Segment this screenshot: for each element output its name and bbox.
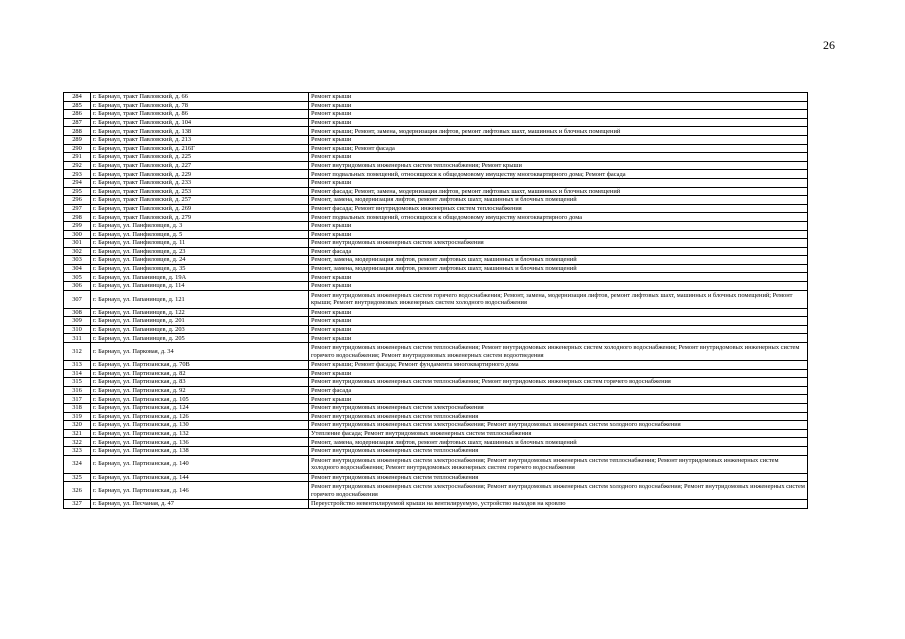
table-row (64, 473, 808, 482)
address-cell: г. Барнаул, тракт Павловский, д. 257 (91, 196, 309, 205)
row-number-cell: 297 (64, 204, 91, 213)
table-row (64, 334, 808, 343)
page-number: 26 (823, 38, 835, 52)
address-cell: г. Барнаул, ул. Песчаная, д. 47 (91, 500, 309, 509)
row-number-cell: 304 (64, 264, 91, 273)
table-row (64, 256, 808, 265)
works-cell: Ремонт крыши (309, 135, 808, 144)
address-cell: г. Барнаул, ул. Папанинцев, д. 121 (91, 290, 309, 308)
row-number-cell: 285 (64, 101, 91, 110)
address-cell: г. Барнаул, ул. Партизанская, д. 138 (91, 446, 309, 455)
address-cell: г. Барнаул, ул. Партизанская, д. 144 (91, 473, 309, 482)
row-number-cell: 286 (64, 110, 91, 119)
row-number-cell: 314 (64, 369, 91, 378)
row-number-cell: 290 (64, 144, 91, 153)
row-number-cell: 291 (64, 153, 91, 162)
works-cell: Ремонт крыши (309, 282, 808, 291)
works-cell: Ремонт внутридомовых инженерных систем электроснабжения; Ремонт внутридомовых инженерных систем холодного водоснабжения; Ремонт внутридомовых инженерных систем горячего водоснабжения (309, 482, 808, 500)
address-cell: г. Барнаул, ул. Папанинцев, д. 201 (91, 317, 309, 326)
row-number-cell: 326 (64, 482, 91, 500)
table-row (64, 187, 808, 196)
row-number-cell: 295 (64, 187, 91, 196)
works-cell: Ремонт, замена, модернизация лифтов, ремонт лифтовых шахт, машинных и блочных помещений (309, 264, 808, 273)
address-cell: г. Барнаул, тракт Павловский, д. 138 (91, 127, 309, 136)
works-cell: Ремонт крыши (309, 153, 808, 162)
table-row (64, 273, 808, 282)
address-cell: г. Барнаул, ул. Панфиловцев, д. 35 (91, 264, 309, 273)
row-number-cell: 284 (64, 93, 91, 102)
works-cell: Ремонт крыши (309, 110, 808, 119)
table-row (64, 221, 808, 230)
table-row (64, 404, 808, 413)
works-cell: Ремонт крыши; Ремонт фасада (309, 144, 808, 153)
row-number-cell: 323 (64, 446, 91, 455)
address-cell: г. Барнаул, ул. Партизанская, д. 132 (91, 429, 309, 438)
row-number-cell: 296 (64, 196, 91, 205)
works-cell: Ремонт крыши (309, 273, 808, 282)
row-number-cell: 312 (64, 343, 91, 361)
address-cell: г. Барнаул, ул. Парковая, д. 34 (91, 343, 309, 361)
table-row (64, 239, 808, 248)
row-number-cell: 303 (64, 256, 91, 265)
row-number-cell: 294 (64, 178, 91, 187)
row-number-cell: 301 (64, 239, 91, 248)
works-cell: Ремонт крыши (309, 178, 808, 187)
address-cell: г. Барнаул, ул. Партизанская, д. 130 (91, 421, 309, 430)
row-number-cell: 316 (64, 386, 91, 395)
table-row (64, 343, 808, 361)
works-cell: Ремонт внутридомовых инженерных систем теплоснабжения; Ремонт внутридомовых инженерных систем холодного водоснабжения; Ремонт внутридомовых инженерных систем горячего водоснабжения; Ремонт внутридомовых инженерных систем водоотведения (309, 343, 808, 361)
address-cell: г. Барнаул, ул. Панфиловцев, д. 3 (91, 221, 309, 230)
address-cell: г. Барнаул, тракт Павловский, д. 253 (91, 187, 309, 196)
table-row (64, 127, 808, 136)
works-cell: Утепление фасада; Ремонт внутридомовых инженерных систем теплоснабжения (309, 429, 808, 438)
works-cell: Ремонт фасада (309, 386, 808, 395)
table-row (64, 500, 808, 509)
address-cell: г. Барнаул, ул. Панфиловцев, д. 11 (91, 239, 309, 248)
works-cell: Ремонт внутридомовых инженерных систем теплоснабжения (309, 446, 808, 455)
row-number-cell: 315 (64, 378, 91, 387)
works-cell: Ремонт крыши (309, 334, 808, 343)
works-cell: Ремонт подвальных помещений, относящихся к общедомовому имуществу многоквартирного дома; Ремонт фасада (309, 170, 808, 179)
table-row (64, 101, 808, 110)
row-number-cell: 310 (64, 325, 91, 334)
table-row (64, 421, 808, 430)
registry-body (64, 93, 808, 509)
table-row (64, 482, 808, 500)
repair-registry-table (63, 92, 808, 509)
address-cell: г. Барнаул, ул. Папанинцев, д. 19А (91, 273, 309, 282)
address-cell: г. Барнаул, тракт Павловский, д. 233 (91, 178, 309, 187)
address-cell: г. Барнаул, тракт Павловский, д. 66 (91, 93, 309, 102)
table-row (64, 196, 808, 205)
works-cell: Ремонт подвальных помещений, относящихся к общедомовому имуществу многоквартирного дома (309, 213, 808, 222)
address-cell: г. Барнаул, ул. Партизанская, д. 126 (91, 412, 309, 421)
works-cell: Ремонт крыши (309, 317, 808, 326)
works-cell: Ремонт, замена, модернизация лифтов, ремонт лифтовых шахт, машинных и блочных помещений (309, 438, 808, 447)
address-cell: г. Барнаул, ул. Партизанская, д. 146 (91, 482, 309, 500)
address-cell: г. Барнаул, ул. Папанинцев, д. 114 (91, 282, 309, 291)
table-row (64, 247, 808, 256)
works-cell: Ремонт внутридомовых инженерных систем электроснабжения (309, 404, 808, 413)
address-cell: г. Барнаул, тракт Павловский, д. 227 (91, 161, 309, 170)
table-row (64, 317, 808, 326)
table-row (64, 264, 808, 273)
works-cell: Ремонт, замена, модернизация лифтов, ремонт лифтовых шахт, машинных и блочных помещений (309, 196, 808, 205)
address-cell: г. Барнаул, тракт Павловский, д. 216Г (91, 144, 309, 153)
row-number-cell: 302 (64, 247, 91, 256)
address-cell: г. Барнаул, ул. Партизанская, д. 70В (91, 361, 309, 370)
table-row (64, 429, 808, 438)
works-cell: Переустройство невентилируемой крыши на вентилируемую, устройство выходов на кровлю (309, 500, 808, 509)
address-cell: г. Барнаул, ул. Партизанская, д. 124 (91, 404, 309, 413)
table-row (64, 213, 808, 222)
table-row (64, 161, 808, 170)
table-row (64, 412, 808, 421)
works-cell: Ремонт внутридомовых инженерных систем теплоснабжения (309, 412, 808, 421)
row-number-cell: 306 (64, 282, 91, 291)
row-number-cell: 318 (64, 404, 91, 413)
row-number-cell: 287 (64, 118, 91, 127)
table-row (64, 395, 808, 404)
table-row (64, 153, 808, 162)
works-cell: Ремонт крыши; Ремонт фасада; Ремонт фундамента многоквартирного дома (309, 361, 808, 370)
works-cell: Ремонт крыши (309, 93, 808, 102)
address-cell: г. Барнаул, ул. Панфиловцев, д. 24 (91, 256, 309, 265)
works-cell: Ремонт внутридомовых инженерных систем теплоснабжения; Ремонт внутридомовых инженерных систем горячего водоснабжения (309, 378, 808, 387)
row-number-cell: 288 (64, 127, 91, 136)
address-cell: г. Барнаул, тракт Павловский, д. 269 (91, 204, 309, 213)
row-number-cell: 305 (64, 273, 91, 282)
row-number-cell: 327 (64, 500, 91, 509)
row-number-cell: 309 (64, 317, 91, 326)
address-cell: г. Барнаул, ул. Партизанская, д. 83 (91, 378, 309, 387)
works-cell: Ремонт крыши (309, 221, 808, 230)
works-cell: Ремонт фасада; Ремонт внутридомовых инженерных систем теплоснабжения (309, 204, 808, 213)
table-row (64, 110, 808, 119)
works-cell: Ремонт крыши (309, 230, 808, 239)
table-row (64, 438, 808, 447)
row-number-cell: 292 (64, 161, 91, 170)
row-number-cell: 308 (64, 308, 91, 317)
row-number-cell: 307 (64, 290, 91, 308)
table-row (64, 230, 808, 239)
works-cell: Ремонт крыши (309, 369, 808, 378)
table-row (64, 178, 808, 187)
address-cell: г. Барнаул, тракт Павловский, д. 229 (91, 170, 309, 179)
row-number-cell: 321 (64, 429, 91, 438)
table-row (64, 118, 808, 127)
works-cell: Ремонт внутридомовых инженерных систем горячего водоснабжения; Ремонт, замена, модернизация лифтов, ремонт лифтовых шахт, машинных и блочных помещений; Ремонт крыши; Ремонт внутридомовых инженерных систем холодного водоснабжения (309, 290, 808, 308)
address-cell: г. Барнаул, ул. Панфиловцев, д. 5 (91, 230, 309, 239)
row-number-cell: 299 (64, 221, 91, 230)
address-cell: г. Барнаул, тракт Павловский, д. 279 (91, 213, 309, 222)
address-cell: г. Барнаул, ул. Партизанская, д. 92 (91, 386, 309, 395)
table-row (64, 455, 808, 473)
address-cell: г. Барнаул, ул. Панфиловцев, д. 23 (91, 247, 309, 256)
address-cell: г. Барнаул, тракт Павловский, д. 213 (91, 135, 309, 144)
table-row (64, 290, 808, 308)
address-cell: г. Барнаул, ул. Партизанская, д. 82 (91, 369, 309, 378)
table-row (64, 308, 808, 317)
works-cell: Ремонт внутридомовых инженерных систем электроснабжения; Ремонт внутридомовых инженерных систем холодного водоснабжения (309, 421, 808, 430)
row-number-cell: 320 (64, 421, 91, 430)
address-cell: г. Барнаул, тракт Павловский, д. 78 (91, 101, 309, 110)
row-number-cell: 313 (64, 361, 91, 370)
works-cell: Ремонт фасада (309, 247, 808, 256)
row-number-cell: 319 (64, 412, 91, 421)
works-cell: Ремонт внутридомовых инженерных систем теплоснабжения (309, 473, 808, 482)
row-number-cell: 293 (64, 170, 91, 179)
table-row (64, 386, 808, 395)
address-cell: г. Барнаул, ул. Партизанская, д. 136 (91, 438, 309, 447)
table-row (64, 170, 808, 179)
works-cell: Ремонт внутридомовых инженерных систем теплоснабжения; Ремонт крыши (309, 161, 808, 170)
row-number-cell: 317 (64, 395, 91, 404)
row-number-cell: 300 (64, 230, 91, 239)
works-cell: Ремонт крыши (309, 395, 808, 404)
table-row (64, 282, 808, 291)
address-cell: г. Барнаул, тракт Павловский, д. 104 (91, 118, 309, 127)
table-row (64, 369, 808, 378)
address-cell: г. Барнаул, ул. Папанинцев, д. 205 (91, 334, 309, 343)
table-row (64, 204, 808, 213)
works-cell: Ремонт крыши (309, 325, 808, 334)
address-cell: г. Барнаул, ул. Партизанская, д. 105 (91, 395, 309, 404)
row-number-cell: 325 (64, 473, 91, 482)
works-cell: Ремонт крыши; Ремонт, замена, модернизация лифтов, ремонт лифтовых шахт, машинных и блочных помещений (309, 127, 808, 136)
works-cell: Ремонт крыши (309, 308, 808, 317)
table-row (64, 135, 808, 144)
row-number-cell: 324 (64, 455, 91, 473)
table-row (64, 446, 808, 455)
table-row (64, 144, 808, 153)
address-cell: г. Барнаул, тракт Павловский, д. 86 (91, 110, 309, 119)
works-cell: Ремонт, замена, модернизация лифтов, ремонт лифтовых шахт, машинных и блочных помещений (309, 256, 808, 265)
works-cell: Ремонт внутридомовых инженерных систем электроснабжения (309, 239, 808, 248)
table-row (64, 325, 808, 334)
row-number-cell: 311 (64, 334, 91, 343)
address-cell: г. Барнаул, ул. Папанинцев, д. 122 (91, 308, 309, 317)
works-cell: Ремонт крыши (309, 101, 808, 110)
row-number-cell: 298 (64, 213, 91, 222)
row-number-cell: 289 (64, 135, 91, 144)
table-row (64, 361, 808, 370)
works-cell: Ремонт внутридомовых инженерных систем электроснабжения; Ремонт внутридомовых инженерных систем теплоснабжения; Ремонт внутридомовых инженерных систем холодного водоснабжения; Ремонт внутридомовых инженерных систем горячего водоснабжения (309, 455, 808, 473)
row-number-cell: 322 (64, 438, 91, 447)
works-cell: Ремонт фасада; Ремонт, замена, модернизация лифтов, ремонт лифтовых шахт, машинных и блочных помещений (309, 187, 808, 196)
address-cell: г. Барнаул, ул. Партизанская, д. 140 (91, 455, 309, 473)
table-row (64, 378, 808, 387)
address-cell: г. Барнаул, ул. Папанинцев, д. 203 (91, 325, 309, 334)
works-cell: Ремонт крыши (309, 118, 808, 127)
table-row (64, 93, 808, 102)
address-cell: г. Барнаул, тракт Павловский, д. 225 (91, 153, 309, 162)
